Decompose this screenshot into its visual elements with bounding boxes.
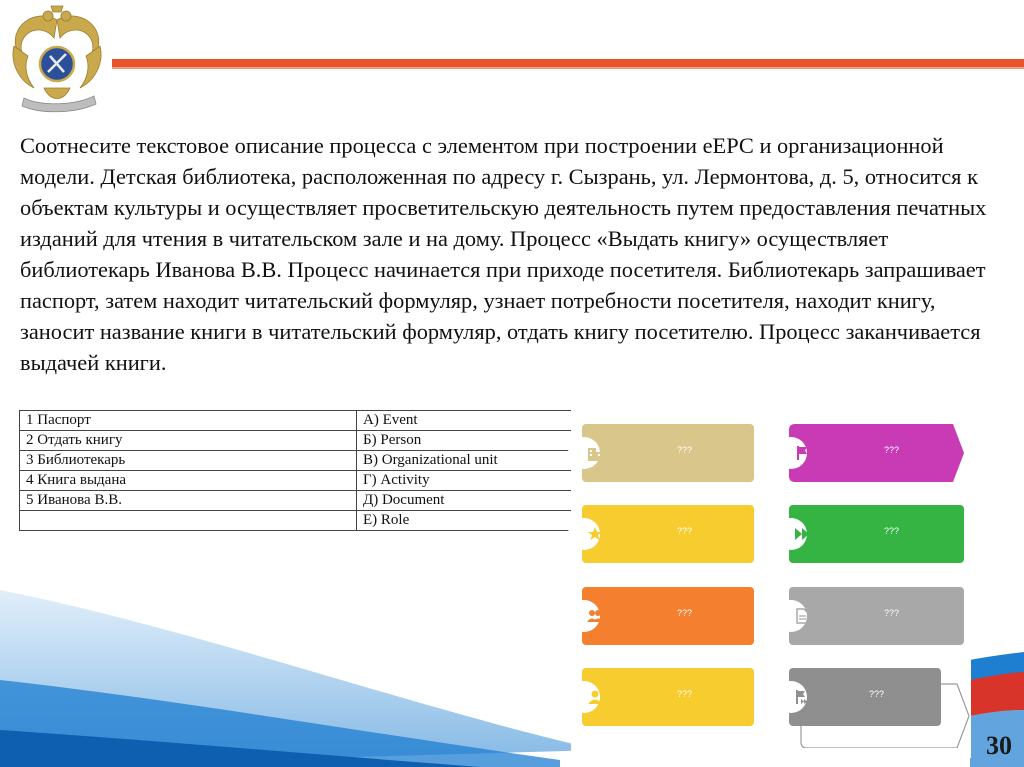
table-cell: А) Event	[357, 411, 694, 431]
star-person-icon	[585, 524, 605, 544]
element-card-organizational-unit[interactable]	[582, 424, 754, 482]
table-cell: 2 Отдать книгу	[20, 431, 357, 451]
card-placeholder: ???	[869, 689, 885, 699]
element-card-process[interactable]	[789, 668, 941, 726]
table-cell: 4 Книга выдана	[20, 471, 357, 491]
card-placeholder: ???	[677, 689, 693, 699]
element-cards-panel	[571, 408, 971, 758]
flag-icon	[792, 443, 812, 463]
element-card-activity[interactable]	[789, 505, 964, 563]
building-icon	[585, 443, 605, 463]
card-placeholder: ???	[677, 445, 693, 455]
table-cell: Д) Document	[357, 491, 694, 511]
person-icon	[585, 687, 605, 707]
eagle-emblem-icon	[4, 2, 110, 120]
fast-forward-icon	[792, 524, 812, 544]
table-cell	[20, 511, 357, 531]
table-cell: 5 Иванова В.В.	[20, 491, 357, 511]
group-icon	[585, 606, 605, 626]
card-placeholder: ???	[677, 608, 693, 618]
header-accent-line	[112, 55, 1024, 71]
card-placeholder: ???	[884, 526, 900, 536]
table-cell: Г) Activity	[357, 471, 694, 491]
task-description: Соотнесите текстовое описание процесса с элементом при построении еЕРС и организационной модели. Детская библиотека, расположенная по адресу г. Сызрань, ул. Лермонтова, д. 5, относится к объектам культуры и осуществляет просветительскую деятельность путем предоставления печатных изданий для чтения в читательском зале и на дому. Процесс «Выдать книгу» осуществляет библиотекарь Иванова В.В. Процесс начинается при приходе посетителя. Библиотекарь запрашивает паспорт, затем находит читательский формуляр, узнает потребности посетителя, находит книгу, заносит название книги в читательский формуляр, отдать книгу посетителю. Процесс заканчивается выдачей книги.	[20, 133, 987, 375]
element-card-person[interactable]	[582, 587, 754, 645]
table-cell: 1 Паспорт	[20, 411, 357, 431]
element-card-event[interactable]	[789, 424, 964, 482]
table-cell: Б) Person	[357, 431, 694, 451]
element-card-document[interactable]	[789, 587, 964, 645]
slide-number: 30	[986, 731, 1012, 760]
process-icon	[792, 687, 812, 707]
card-placeholder: ???	[884, 445, 900, 455]
card-placeholder: ???	[677, 526, 693, 536]
table-cell: В) Organizational unit	[357, 451, 694, 471]
element-card-role[interactable]	[582, 505, 754, 563]
document-icon	[792, 606, 812, 626]
table-cell: 3 Библиотекарь	[20, 451, 357, 471]
card-shape	[789, 424, 964, 482]
table-cell: Е) Role	[357, 511, 694, 531]
element-card-person-type[interactable]	[582, 668, 754, 726]
card-placeholder: ???	[884, 608, 900, 618]
